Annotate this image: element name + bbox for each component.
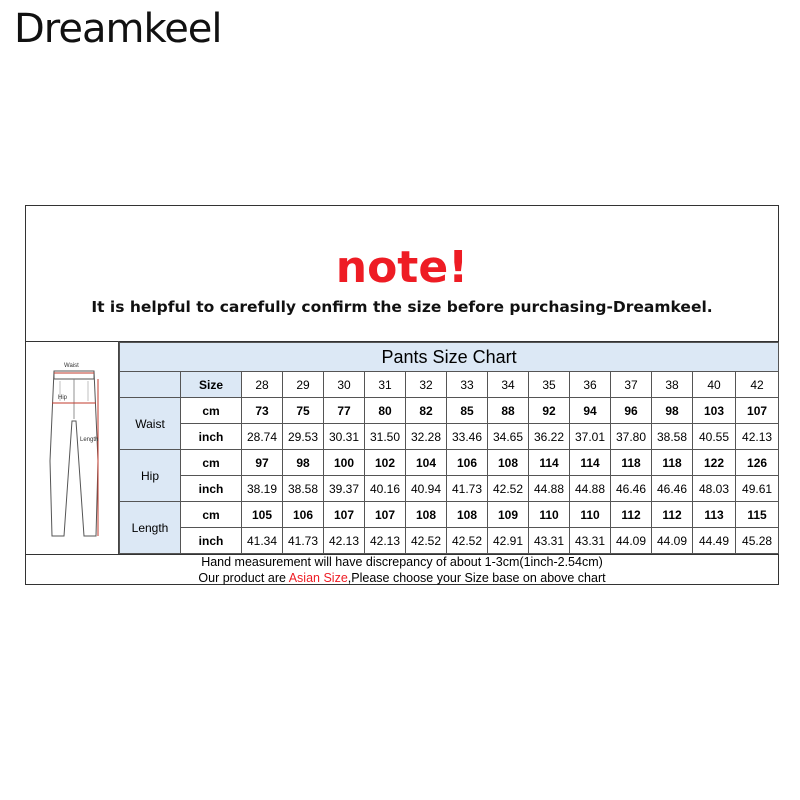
table-cell: 28.74 xyxy=(242,424,283,450)
size-header-cell: 34 xyxy=(488,372,529,398)
table-row xyxy=(120,502,779,528)
table-cell: 41.73 xyxy=(283,528,324,554)
table-cell: 32.28 xyxy=(406,424,447,450)
table-cell: 42.52 xyxy=(488,476,529,502)
unit-label: inch xyxy=(181,528,242,554)
table-cell: 115 xyxy=(736,502,779,528)
table-cell: 37.01 xyxy=(570,424,611,450)
table-cell: 82 xyxy=(406,398,447,424)
measure-group-label: Length xyxy=(120,502,181,554)
table-cell: 44.88 xyxy=(529,476,570,502)
pants-icon xyxy=(26,341,118,555)
table-cell: 46.46 xyxy=(652,476,693,502)
table-cell: 42.52 xyxy=(447,528,488,554)
table-cell: 112 xyxy=(611,502,652,528)
table-row xyxy=(120,424,779,450)
table-cell: 118 xyxy=(652,450,693,476)
asian-size-note-suffix: ,Please choose your Size base on above chart xyxy=(347,571,606,585)
table-cell: 118 xyxy=(611,450,652,476)
size-header-row xyxy=(120,372,779,398)
table-cell: 106 xyxy=(447,450,488,476)
table-cell: 108 xyxy=(406,502,447,528)
table-cell: 107 xyxy=(324,502,365,528)
table-cell: 30.31 xyxy=(324,424,365,450)
table-cell: 44.49 xyxy=(693,528,736,554)
size-header-cell: 35 xyxy=(529,372,570,398)
unit-label: cm xyxy=(181,502,242,528)
size-header-cell: 37 xyxy=(611,372,652,398)
table-cell: 98 xyxy=(283,450,324,476)
table-cell: 88 xyxy=(488,398,529,424)
table-cell: 42.13 xyxy=(324,528,365,554)
table-cell: 42.91 xyxy=(488,528,529,554)
table-cell: 114 xyxy=(529,450,570,476)
asian-size-note xyxy=(26,571,778,585)
measure-group-label: Waist xyxy=(120,398,181,450)
size-header-cell: 33 xyxy=(447,372,488,398)
size-header-cell: 30 xyxy=(324,372,365,398)
table-cell: 105 xyxy=(242,502,283,528)
table-cell: 97 xyxy=(242,450,283,476)
table-cell: 107 xyxy=(365,502,406,528)
table-corner xyxy=(120,372,181,398)
table-cell: 46.46 xyxy=(611,476,652,502)
table-cell: 41.34 xyxy=(242,528,283,554)
table-cell: 49.61 xyxy=(736,476,779,502)
brand-logo: Dreamkeel xyxy=(14,6,222,52)
diagram-waist-label: Waist xyxy=(64,363,79,369)
size-header-cell: 28 xyxy=(242,372,283,398)
table-row xyxy=(120,398,779,424)
table-title-row xyxy=(120,343,779,372)
table-cell: 42.52 xyxy=(406,528,447,554)
table-cell: 38.58 xyxy=(652,424,693,450)
table-cell: 92 xyxy=(529,398,570,424)
asian-size-highlight: Asian Size xyxy=(288,571,348,585)
size-label: Size xyxy=(181,372,242,398)
size-header-cell: 31 xyxy=(365,372,406,398)
table-cell: 96 xyxy=(611,398,652,424)
size-header-cell: 32 xyxy=(406,372,447,398)
table-cell: 44.09 xyxy=(652,528,693,554)
size-table xyxy=(119,342,779,554)
size-header-cell: 42 xyxy=(736,372,779,398)
table-cell: 38.58 xyxy=(283,476,324,502)
size-header-cell: 40 xyxy=(693,372,736,398)
table-cell: 98 xyxy=(652,398,693,424)
table-cell: 80 xyxy=(365,398,406,424)
table-cell: 94 xyxy=(570,398,611,424)
table-cell: 42.13 xyxy=(736,424,779,450)
table-cell: 42.13 xyxy=(365,528,406,554)
table-cell: 48.03 xyxy=(693,476,736,502)
table-cell: 112 xyxy=(652,502,693,528)
table-cell: 34.65 xyxy=(488,424,529,450)
table-row xyxy=(120,476,779,502)
pants-diagram xyxy=(26,341,119,555)
table-cell: 43.31 xyxy=(529,528,570,554)
note-subtitle: It is helpful to carefully confirm the size before purchasing-Dreamkeel. xyxy=(91,298,713,316)
unit-label: cm xyxy=(181,450,242,476)
size-header-cell: 38 xyxy=(652,372,693,398)
table-row xyxy=(120,450,779,476)
table-cell: 110 xyxy=(529,502,570,528)
unit-label: inch xyxy=(181,476,242,502)
table-cell: 39.37 xyxy=(324,476,365,502)
table-cell: 106 xyxy=(283,502,324,528)
size-chart-panel xyxy=(25,205,779,585)
table-cell: 109 xyxy=(488,502,529,528)
table-cell: 75 xyxy=(283,398,324,424)
unit-label: cm xyxy=(181,398,242,424)
table-cell: 44.09 xyxy=(611,528,652,554)
table-cell: 77 xyxy=(324,398,365,424)
table-cell: 44.88 xyxy=(570,476,611,502)
table-cell: 31.50 xyxy=(365,424,406,450)
table-row xyxy=(120,528,779,554)
table-cell: 43.31 xyxy=(570,528,611,554)
table-cell: 73 xyxy=(242,398,283,424)
table-cell: 41.73 xyxy=(447,476,488,502)
size-header-cell: 29 xyxy=(283,372,324,398)
asian-size-note-prefix: Our product are xyxy=(198,571,289,585)
table-cell: 85 xyxy=(447,398,488,424)
table-cell: 103 xyxy=(693,398,736,424)
table-cell: 36.22 xyxy=(529,424,570,450)
table-cell: 104 xyxy=(406,450,447,476)
table-cell: 38.19 xyxy=(242,476,283,502)
measure-group-label: Hip xyxy=(120,450,181,502)
table-cell: 33.46 xyxy=(447,424,488,450)
table-cell: 108 xyxy=(488,450,529,476)
table-cell: 113 xyxy=(693,502,736,528)
table-cell: 37.80 xyxy=(611,424,652,450)
table-cell: 40.94 xyxy=(406,476,447,502)
table-cell: 45.28 xyxy=(736,528,779,554)
table-cell: 110 xyxy=(570,502,611,528)
table-cell: 29.53 xyxy=(283,424,324,450)
measurement-note: Hand measurement will have discrepancy of about 1-3cm(1inch-2.54cm) xyxy=(201,555,603,569)
table-cell: 40.55 xyxy=(693,424,736,450)
diagram-length-label: Length xyxy=(80,437,99,443)
table-cell: 102 xyxy=(365,450,406,476)
table-cell: 108 xyxy=(447,502,488,528)
table-title: Pants Size Chart xyxy=(120,343,779,372)
table-cell: 114 xyxy=(570,450,611,476)
table-cell: 107 xyxy=(736,398,779,424)
table-cell: 40.16 xyxy=(365,476,406,502)
table-cell: 100 xyxy=(324,450,365,476)
size-header-cell: 36 xyxy=(570,372,611,398)
diagram-hip-label: Hip xyxy=(58,395,68,401)
table-cell: 122 xyxy=(693,450,736,476)
table-cell: 126 xyxy=(736,450,779,476)
unit-label: inch xyxy=(181,424,242,450)
note-title: note! xyxy=(335,242,469,293)
